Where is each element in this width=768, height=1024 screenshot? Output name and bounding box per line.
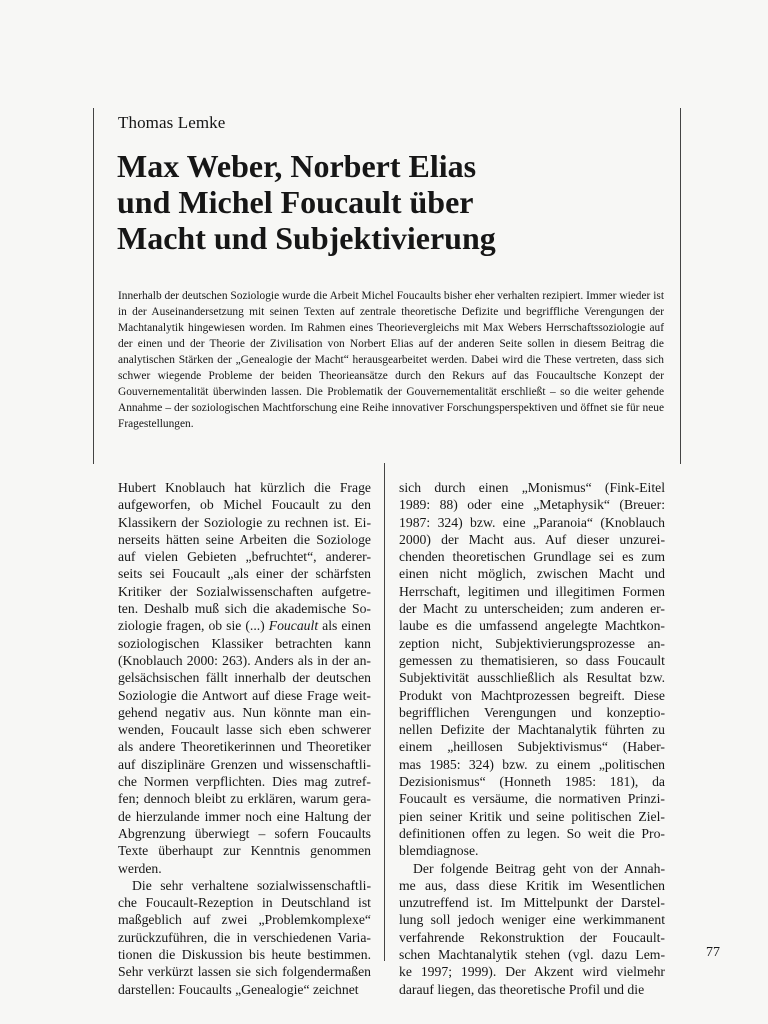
- text-line: zeption nicht, Subjektivierungsprozesse an-: [399, 635, 665, 651]
- title-line: Macht und Subjektivierung: [117, 220, 496, 256]
- text-line: Der folgende Beitrag geht von der Annah-: [413, 860, 665, 876]
- text-line: gehend negativ aus. Nun könnte man ein-: [118, 704, 371, 720]
- text-line: Herrschaft, legitimen und illegitimen Formen: [399, 583, 665, 599]
- text-line: maßgeblich auf zwei „Problemkomplexe“: [118, 912, 371, 928]
- text-line: laube es die umfassend angelegte Machtkon-: [399, 618, 665, 634]
- text-line: soziologischen Klassiker betrachten kann: [118, 635, 371, 651]
- text-line: ten. Deshalb muß sich die akademische So-: [118, 601, 371, 617]
- text-line: mas 1985: 324) bzw. zu einem „politischen: [399, 756, 665, 772]
- text-line: seits sei Foucault „als einer der schärfsten: [118, 566, 371, 582]
- text-line: de hierzulande immer noch eine Haltung der: [118, 808, 371, 824]
- text-line: Produkt von Machtprozessen begreift. Diese: [399, 687, 665, 703]
- title-line: und Michel Foucault über: [117, 184, 474, 220]
- text-line: (Knoblauch 2000: 263). Anders als in der an-: [118, 652, 371, 668]
- text-line: wenden, Foucault lasse sich eben schwerer: [118, 722, 371, 738]
- text-line: auf vielen Gebieten „befruchtet“, anderer-: [118, 549, 371, 565]
- text-line: 1987: 324) bzw. eine „Paranoia“ (Knoblauch: [399, 514, 665, 530]
- text-line: unzutreffend ist. Im Mittelpunkt der Darstel-: [399, 895, 665, 911]
- text-line: schen Machtanalytik stehen (vgl. dazu Lem-: [399, 947, 665, 963]
- text-line: nellen Defizite der Machtanalytik führten zu: [399, 722, 665, 738]
- page-number: 77: [706, 945, 720, 960]
- text-line: chenden theoretischen Grundlage sei es zum: [399, 549, 665, 565]
- text-line: als andere Theoretikerinnen und Theoretiker: [118, 739, 371, 755]
- article-title: [117, 148, 637, 256]
- text-line: Dezisionismus“ (Honneth 1985: 181), da: [399, 774, 665, 790]
- text-line: Foucault es versäume, die normativen Prinzi-: [399, 791, 665, 807]
- text-line: zurückzuführen, die in verschiedenen Varia-: [118, 929, 371, 945]
- text-line: Subjektivität ausschließlich als Resultat bzw.: [399, 670, 665, 686]
- text-line: lung soll jedoch weniger eine werkimmanent: [399, 912, 665, 928]
- text-line: gelsächsischen fällt innerhalb der deutschen: [118, 670, 371, 686]
- text-line: Kritiker der Sozialwissenschaften aufgetre-: [118, 583, 371, 599]
- text-line: Soziologie die Antwort auf diese Frage weit-: [118, 687, 371, 703]
- text-line: ziologie fragen, ob sie (...) Foucault als einen: [118, 618, 371, 634]
- text-line: Hubert Knoblauch hat kürzlich die Frage: [118, 480, 371, 495]
- text-line: darauf liegen, das theoretische Profil und die: [399, 981, 645, 997]
- text-line: blemdiagnose.: [399, 843, 479, 859]
- text-line: sich durch einen „Monismus“ (Fink-Eitel: [399, 480, 665, 495]
- abstract: Innerhalb der deutschen Soziologie wurde die Arbeit Michel Foucaults bisher eher verhalten rezipiert. Immer wieder ist in der Auseinandersetzung mit seinen Texten auf zentrale theoretische Defizite und begriffliche Verengungen der Machtanalytik hingewiesen worden. Im Rahmen eines Theorievergleichs mit Max Webers Herrschaftssoziologie auf der einen und der Theorie der Zivilisation von Norbert Elias auf der anderen Seite sollen in diesem Beitrag die analytischen Stärken der „Genealogie der Macht“ herausgearbeitet werden. Dabei wird die These vertreten, dass sich schwer wiegende Probleme der beiden Theorieansätze durch den Rekurs auf das Foucaultsche Konzept der Gouvernementalität überwinden lassen. Die Problematik der Gouvernementalität erschließt – so die weiter gehende Annahme – der soziologischen Machtforschung eine Reihe innovativer Forschungsperspektiven und öffnet sie für neue Fragestellungen.: [118, 290, 664, 431]
- right-margin-rule: [680, 108, 681, 464]
- text-line: darstellen: Foucaults „Genealogie“ zeichnet: [118, 981, 359, 997]
- text-line: einem „heillosen Subjektivismus“ (Haber-: [399, 739, 665, 755]
- text-line: definitionen offen zu legen. So weit die Pro-: [399, 825, 665, 841]
- text-line: che Normen verpflichten. Dies mag zutref-: [118, 774, 371, 790]
- text-line: Texte überhaupt zur Kenntnis genommen: [118, 843, 371, 859]
- text-line: fen; dennoch bleibt zu erklären, warum gera-: [118, 791, 371, 807]
- text-line: begrifflichen Verengungen und konzeptio-: [399, 704, 665, 720]
- left-margin-rule: [93, 108, 94, 464]
- text-line: aufgeworfen, ob Michel Foucault zu den: [118, 497, 371, 513]
- column-divider: [384, 463, 385, 961]
- text-line: me aus, dass diese Kritik im Wesentlichen: [399, 877, 665, 893]
- author-name: Thomas Lemke: [118, 113, 226, 132]
- text-line: der Macht zu unterscheiden; zum anderen er-: [399, 601, 665, 617]
- text-line: 1989: 88) oder eine „Metaphysik“ (Breuer:: [399, 497, 665, 513]
- text-line: Abgrenzung überwiegt – sofern Foucaults: [118, 825, 371, 841]
- body-column-left: [118, 479, 371, 998]
- title-line: Max Weber, Norbert Elias: [117, 148, 477, 184]
- text-line: nerseits hätten seine Arbeiten die Soziologe: [118, 531, 371, 547]
- text-line: verfahrende Rekonstruktion der Foucault-: [399, 929, 665, 945]
- text-line: werden.: [118, 860, 162, 876]
- body-column-right: [399, 479, 665, 998]
- text-line: che Foucault-Rezeption in Deutschland ist: [118, 895, 371, 911]
- text-line: pien seiner Kritik und seine politischen Ziel-: [399, 808, 665, 824]
- text-line: auf disziplinäre Grenzen und wissenschaftli-: [118, 756, 371, 772]
- text-line: Die sehr verhaltene sozialwissenschaftli-: [132, 877, 371, 893]
- text-line: Sehr verkürzt lassen sie sich folgendermaßen: [118, 964, 371, 980]
- text-line: tionen die Diskussion bis heute bestimmen.: [118, 947, 371, 963]
- text-line: gemessen zu thematisieren, so dass Foucault: [399, 652, 665, 668]
- text-line: 2000) der Macht aus. Auf dieser unzurei-: [399, 531, 665, 547]
- text-line: ke 1997; 1999). Der Akzent wird vielmehr: [399, 964, 665, 980]
- text-line: einen nicht möglich, zwischen Macht und: [399, 566, 665, 582]
- text-line: Klassikern der Soziologie zu rechnen ist. Ei-: [118, 514, 371, 530]
